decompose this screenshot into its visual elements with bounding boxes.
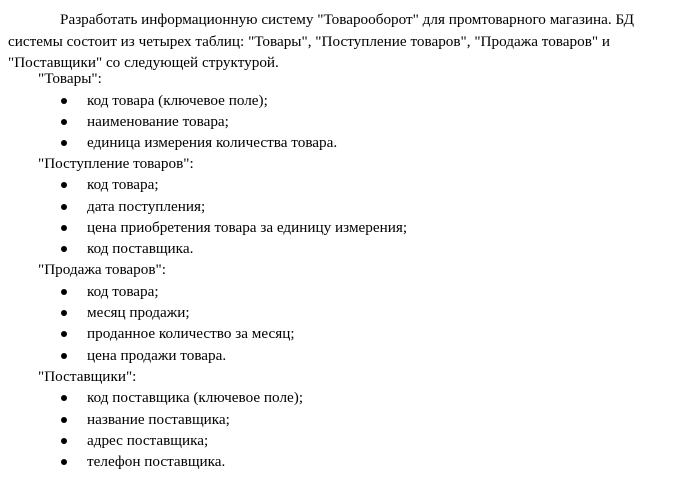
- list-item-text: код товара;: [87, 283, 159, 300]
- bullet-icon: [61, 353, 67, 359]
- list-item-text: код товара;: [87, 176, 159, 193]
- bullet-icon: [61, 98, 67, 104]
- intro-text: Разработать информационную систему "Товарооборот" для промтоварного магазина. БД системы состоит из четырех таблиц: "Товары", "Поступление товаров", "Продажа товаров" и "Поставщики" со следующей структурой.: [8, 11, 634, 71]
- section-heading-prodazha: "Продажа товаров":: [38, 261, 166, 278]
- bullet-icon: [61, 289, 67, 295]
- intro-paragraph: [8, 9, 658, 74]
- bullet-icon: [61, 225, 67, 231]
- list-item-text: наименование товара;: [87, 113, 229, 130]
- list-item-text: код товара (ключевое поле);: [87, 92, 268, 109]
- bullet-icon: [61, 438, 67, 444]
- bullet-icon: [61, 204, 67, 210]
- bullet-icon: [61, 417, 67, 423]
- list-item-text: цена продажи товара.: [87, 347, 227, 364]
- bullet-icon: [61, 395, 67, 401]
- list-item-text: телефон поставщика.: [87, 453, 226, 470]
- list-item-text: адрес поставщика;: [87, 432, 209, 449]
- section-heading-postuplenie: "Поступление товаров":: [38, 155, 194, 172]
- list-item-text: название поставщика;: [87, 411, 230, 428]
- bullet-icon: [61, 140, 67, 146]
- bullet-icon: [61, 459, 67, 465]
- bullet-icon: [61, 310, 67, 316]
- list-item-text: единица измерения количества товара.: [87, 134, 338, 151]
- list-item-text: дата поступления;: [87, 198, 206, 215]
- list-item-text: код поставщика (ключевое поле);: [87, 389, 304, 406]
- section-heading-tovary: "Товары":: [38, 70, 102, 87]
- bullet-icon: [61, 119, 67, 125]
- list-item-text: проданное количество за месяц;: [87, 325, 295, 342]
- list-item-text: код поставщика.: [87, 240, 194, 257]
- section-heading-postavshchiki: "Поставщики":: [38, 368, 137, 385]
- bullet-icon: [61, 246, 67, 252]
- list-item-text: месяц продажи;: [87, 304, 190, 321]
- bullet-icon: [61, 182, 67, 188]
- list-item-text: цена приобретения товара за единицу измерения;: [87, 219, 408, 236]
- bullet-icon: [61, 331, 67, 337]
